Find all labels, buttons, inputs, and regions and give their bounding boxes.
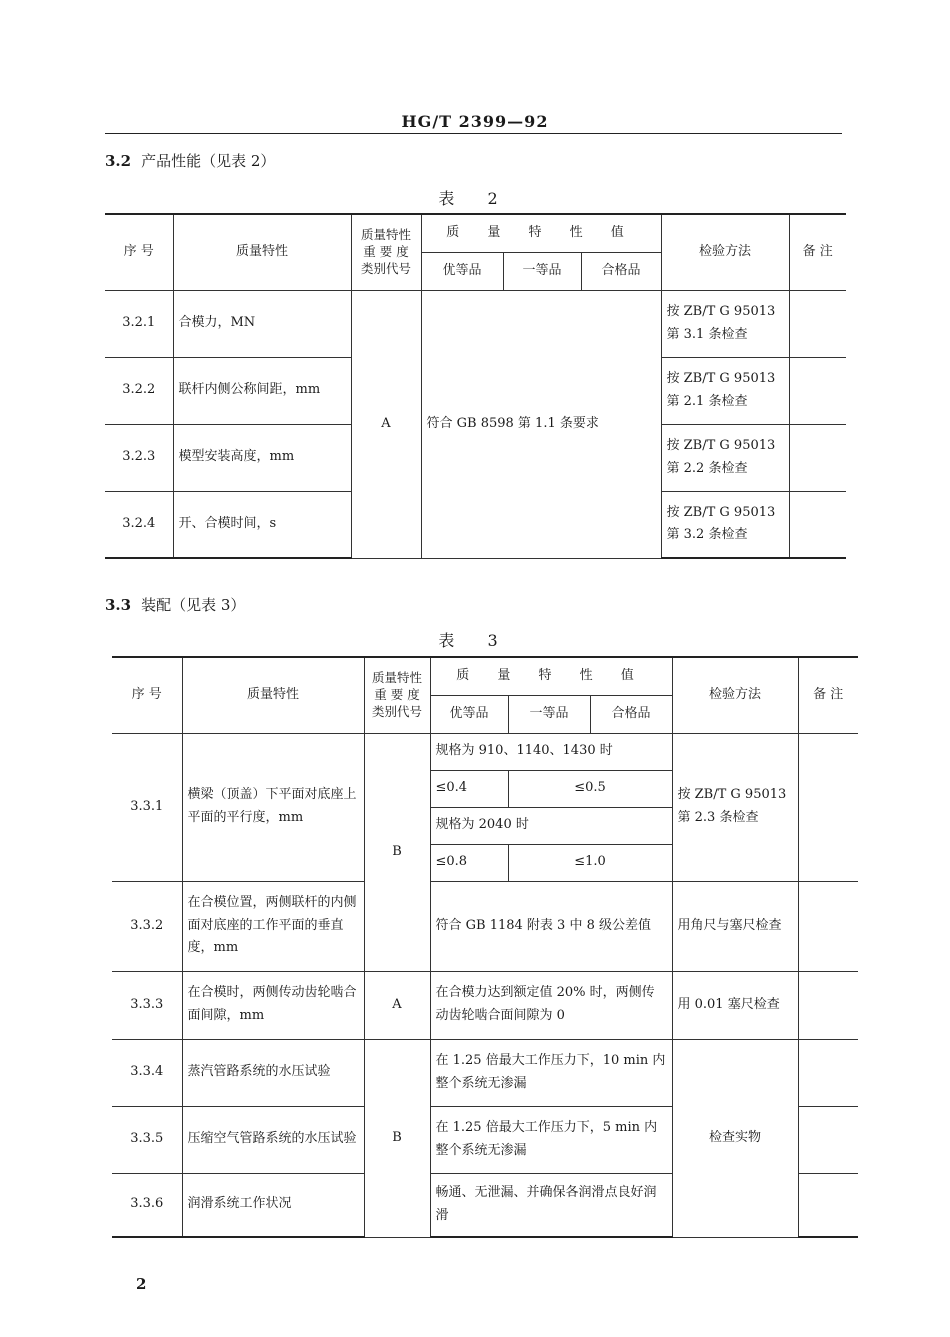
value-first-qualified: ≤0.5 bbox=[508, 770, 672, 807]
table-row bbox=[105, 290, 846, 357]
header-importance-line: 类别代号 bbox=[360, 260, 411, 276]
row-spec-condition: 规格为 2040 时 bbox=[430, 807, 672, 844]
table-2 bbox=[105, 213, 846, 559]
method-line: 按 ZB/T G 95013 bbox=[666, 437, 776, 453]
row-method: 用角尺与塞尺检查 bbox=[672, 881, 798, 971]
row-value: 在 1.25 倍最大工作压力下，5 min 内整个系统无渗漏 bbox=[430, 1106, 672, 1173]
method-line: 第 3.1 条检查 bbox=[666, 326, 748, 342]
row-seq: 3.3.4 bbox=[112, 1039, 182, 1106]
method-line: 第 2.1 条检查 bbox=[666, 393, 748, 409]
header-importance-line: 类别代号 bbox=[371, 703, 422, 719]
row-characteristic: 模型安装高度，mm bbox=[173, 424, 351, 491]
row-seq: 3.3.5 bbox=[112, 1106, 182, 1173]
row-remark bbox=[789, 357, 846, 424]
row-value: 畅通、无泄漏、并确保各润滑点良好润滑 bbox=[430, 1173, 672, 1237]
method-line: 按 ZB/T G 95013 bbox=[666, 504, 776, 520]
header-rule bbox=[105, 133, 842, 134]
row-remark bbox=[798, 881, 858, 971]
header-importance bbox=[351, 214, 421, 290]
row-method bbox=[661, 357, 789, 424]
header-quality-value: 质 量 特 性 值 bbox=[430, 657, 672, 695]
row-value: 在合模力达到额定值 20% 时，两侧传动齿轮啮合面间隙为 0 bbox=[430, 971, 672, 1039]
header-remark: 备 注 bbox=[789, 214, 846, 290]
section-title: 产品性能（见表 2） bbox=[141, 152, 276, 170]
row-category: A bbox=[351, 290, 421, 558]
row-characteristic: 蒸汽管路系统的水压试验 bbox=[182, 1039, 364, 1106]
table-3-caption: 表 3 bbox=[438, 631, 512, 650]
row-value: 在 1.25 倍最大工作压力下，10 min 内整个系统无渗漏 bbox=[430, 1039, 672, 1106]
row-characteristic: 压缩空气管路系统的水压试验 bbox=[182, 1106, 364, 1173]
table-row bbox=[112, 971, 858, 1039]
method-line: 按 ZB/T G 95013 bbox=[677, 787, 787, 803]
method-line: 第 2.2 条检查 bbox=[666, 460, 748, 476]
row-value: 符合 GB 8598 第 1.1 条要求 bbox=[421, 290, 661, 558]
section-3-3-heading bbox=[105, 594, 245, 615]
row-spec-condition: 规格为 910、1140、1430 时 bbox=[430, 733, 672, 770]
header-importance-line: 重 要 度 bbox=[374, 686, 420, 702]
row-remark bbox=[798, 1039, 858, 1106]
row-characteristic: 合模力，MN bbox=[173, 290, 351, 357]
header-grade-qualified: 合格品 bbox=[581, 252, 661, 290]
row-characteristic: 联杆内侧公称间距，mm bbox=[173, 357, 351, 424]
header-grade-first: 一等品 bbox=[503, 252, 581, 290]
table-row bbox=[112, 1039, 858, 1106]
header-inspection-method: 检验方法 bbox=[672, 657, 798, 733]
header-importance-line: 重 要 度 bbox=[363, 243, 409, 259]
row-remark bbox=[798, 733, 858, 881]
row-characteristic: 在合模时，两侧传动齿轮啮合面间隙，mm bbox=[182, 971, 364, 1039]
table-3 bbox=[112, 656, 858, 1238]
row-value: 符合 GB 1184 附表 3 中 8 级公差值 bbox=[430, 881, 672, 971]
section-number: 3.2 bbox=[105, 152, 132, 170]
method-line: 第 3.2 条检查 bbox=[666, 527, 748, 543]
row-method bbox=[661, 491, 789, 558]
row-remark bbox=[789, 290, 846, 357]
row-characteristic: 润滑系统工作状况 bbox=[182, 1173, 364, 1237]
value-first-qualified: ≤1.0 bbox=[508, 844, 672, 881]
value-excellent: ≤0.8 bbox=[430, 844, 508, 881]
row-remark bbox=[798, 1106, 858, 1173]
row-method bbox=[672, 733, 798, 881]
row-seq: 3.2.1 bbox=[105, 290, 173, 357]
row-seq: 3.2.3 bbox=[105, 424, 173, 491]
table-row bbox=[112, 881, 858, 971]
table-row bbox=[112, 733, 858, 770]
header-quality-characteristic: 质量特性 bbox=[182, 657, 364, 733]
standard-code: HG/T 2399—92 bbox=[401, 112, 549, 131]
row-category: B bbox=[364, 733, 430, 971]
header-importance bbox=[364, 657, 430, 733]
section-number: 3.3 bbox=[105, 596, 132, 614]
row-method bbox=[661, 424, 789, 491]
header-importance-line: 质量特性 bbox=[360, 226, 411, 242]
header-seq: 序 号 bbox=[112, 657, 182, 733]
row-category: B bbox=[364, 1039, 430, 1237]
method-line: 第 2.3 条检查 bbox=[677, 810, 759, 825]
row-remark bbox=[798, 971, 858, 1039]
row-characteristic: 开、合模时间，s bbox=[173, 491, 351, 558]
row-seq: 3.2.4 bbox=[105, 491, 173, 558]
row-remark bbox=[789, 491, 846, 558]
row-seq: 3.3.1 bbox=[112, 733, 182, 881]
header-grade-excellent: 优等品 bbox=[430, 695, 508, 733]
row-method bbox=[661, 290, 789, 357]
header-quality-value: 质 量 特 性 值 bbox=[421, 214, 661, 252]
row-method: 用 0.01 塞尺检查 bbox=[672, 971, 798, 1039]
header-importance-line: 质量特性 bbox=[371, 669, 422, 685]
row-seq: 3.3.3 bbox=[112, 971, 182, 1039]
row-characteristic: 横梁（顶盖）下平面对底座上平面的平行度，mm bbox=[182, 733, 364, 881]
header-grade-first: 一等品 bbox=[508, 695, 590, 733]
value-excellent: ≤0.4 bbox=[430, 770, 508, 807]
row-seq: 3.3.2 bbox=[112, 881, 182, 971]
row-seq: 3.2.2 bbox=[105, 357, 173, 424]
row-method: 检查实物 bbox=[672, 1039, 798, 1237]
method-line: 按 ZB/T G 95013 bbox=[666, 303, 776, 319]
row-remark bbox=[789, 424, 846, 491]
row-seq: 3.3.6 bbox=[112, 1173, 182, 1237]
header-grade-excellent: 优等品 bbox=[421, 252, 503, 290]
header-inspection-method: 检验方法 bbox=[661, 214, 789, 290]
row-remark bbox=[798, 1173, 858, 1237]
row-category: A bbox=[364, 971, 430, 1039]
method-line: 按 ZB/T G 95013 bbox=[666, 370, 776, 386]
section-3-2-heading bbox=[105, 150, 275, 171]
table-2-caption: 表 2 bbox=[438, 189, 512, 208]
header-remark: 备 注 bbox=[798, 657, 858, 733]
header-grade-qualified: 合格品 bbox=[590, 695, 672, 733]
page-number: 2 bbox=[136, 1275, 147, 1293]
section-title: 装配（见表 3） bbox=[141, 596, 246, 614]
header-seq: 序 号 bbox=[105, 214, 173, 290]
header-quality-characteristic: 质量特性 bbox=[173, 214, 351, 290]
row-characteristic: 在合模位置，两侧联杆的内侧面对底座的工作平面的垂直度，mm bbox=[182, 881, 364, 971]
